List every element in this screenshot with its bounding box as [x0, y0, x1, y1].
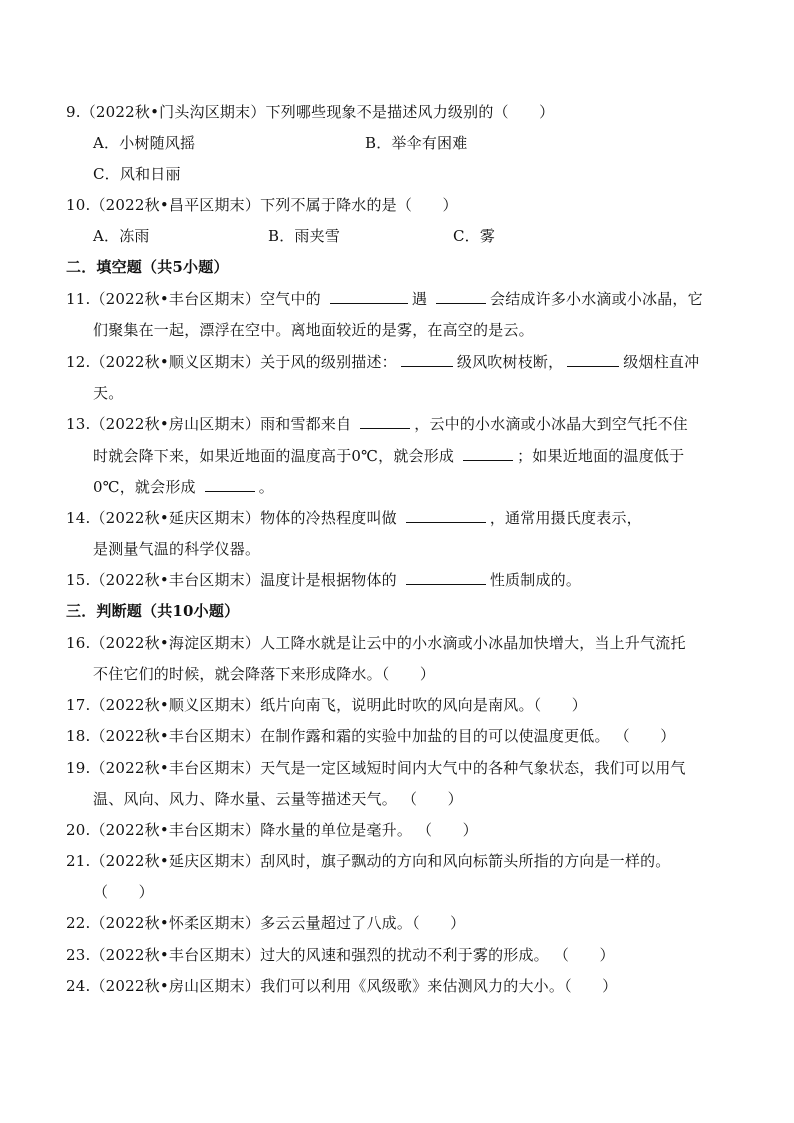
q11-line2: 们聚集在一起，漂浮在空中。离地面较近的是雾，在高空的是云。 [93, 321, 534, 339]
question-12 [66, 352, 699, 372]
answer-blank[interactable] [360, 414, 410, 429]
question-17: 17.（2022秋•顺义区期末）纸片向南飞，说明此时吹的风向是南风。（ ） [66, 696, 587, 714]
question-10: 10.（2022秋•昌平区期末）下列不属于降水的是（ ） [66, 196, 458, 214]
question-15 [66, 570, 581, 590]
q16-line2: 不住它们的时候，就会降落下来形成降水。（ ） [93, 665, 436, 683]
answer-blank[interactable] [401, 352, 453, 367]
q12-part3: 级烟柱直冲 [623, 353, 700, 371]
q12-part2: 级风吹树枝断， [456, 353, 564, 371]
question-21: 21.（2022秋•延庆区期末）刮风时，旗子飘动的方向和风向标箭头所指的方向是一样的。 [66, 852, 671, 870]
q11-part3: 会结成许多小水滴或小冰晶，它 [490, 290, 703, 308]
q12-part1: 12.（2022秋•顺义区期末）关于风的级别描述： [66, 353, 397, 371]
q10-option-c: C．雾 [453, 227, 496, 245]
q15-part2: 性质制成的。 [489, 571, 582, 589]
q13-line3 [93, 477, 274, 497]
q15-part1: 15.（2022秋•丰台区期末）温度计是根据物体的 [66, 571, 402, 589]
q21-line2: （ ） [93, 883, 154, 901]
q14-line2: 是测量气温的科学仪器。 [93, 540, 261, 558]
question-24: 24.（2022秋•房山区期末）我们可以利用《风级歌》来估测风力的大小。（ ） [66, 977, 618, 995]
answer-blank[interactable] [205, 477, 255, 492]
q13-line2-text: 时就会降下来，如果近地面的温度高于0℃，就会形成 [93, 447, 460, 465]
q13-line3-text: 0℃，就会形成 [93, 478, 201, 496]
q13-line3-tail: 。 [258, 478, 274, 496]
q9-option-b: B．举伞有困难 [365, 134, 468, 152]
answer-blank[interactable] [436, 289, 486, 304]
q14-part2: ，通常用摄氏度表示， [489, 509, 642, 527]
q13-line2 [93, 446, 684, 466]
q9-option-c: C．风和日丽 [93, 165, 181, 183]
question-16: 16.（2022秋•海淀区期末）人工降水就是让云中的小水滴或小冰晶加快增大，当上升气流托 [66, 634, 686, 652]
q19-line2: 温、风向、风力、降水量、云量等描述天气。 （ ） [93, 790, 463, 808]
section-fill-in: 二．填空题（共5小题） [66, 258, 229, 276]
question-13 [66, 414, 688, 434]
answer-blank[interactable] [463, 446, 513, 461]
question-23: 23.（2022秋•丰台区期末）过大的风速和强烈的扰动不利于雾的形成。 （ ） [66, 946, 615, 964]
q13-line2-tail: ；如果近地面的温度低于 [517, 447, 685, 465]
answer-blank[interactable] [406, 570, 486, 585]
question-22: 22.（2022秋•怀柔区期末）多云云量超过了八成。（ ） [66, 914, 466, 932]
answer-blank[interactable] [406, 508, 486, 523]
q10-option-a: A．冻雨 [93, 227, 150, 245]
q13-part1: 13.（2022秋•房山区期末）雨和雪都来自 [66, 415, 357, 433]
q10-option-b: B．雨夹雪 [268, 227, 341, 245]
question-14 [66, 508, 642, 528]
question-18: 18.（2022秋•丰台区期末）在制作露和霜的实验中加盐的目的可以使温度更低。 （ ） [66, 727, 676, 745]
q11-part2: 遇 [411, 290, 433, 308]
q11-part1: 11.（2022秋•丰台区期末）空气中的 [66, 290, 326, 308]
answer-blank[interactable] [330, 289, 408, 304]
section-true-false: 三．判断题（共10小题） [66, 602, 240, 620]
q13-part2: ，云中的小水滴或小冰晶大到空气托不住 [414, 415, 688, 433]
q9-option-a: A．小树随风摇 [93, 134, 196, 152]
question-9: 9.（2022秋•门头沟区期末）下列哪些现象不是描述风力级别的（ ） [66, 103, 555, 121]
question-20: 20.（2022秋•丰台区期末）降水量的单位是毫升。 （ ） [66, 821, 478, 839]
answer-blank[interactable] [567, 352, 619, 367]
q14-part1: 14.（2022秋•延庆区期末）物体的冷热程度叫做 [66, 509, 402, 527]
question-19: 19.（2022秋•丰台区期末）天气是一定区域短时间内大气中的各种气象状态，我们可以用气 [66, 759, 686, 777]
q12-line2: 天。 [93, 384, 124, 402]
question-11 [66, 289, 703, 309]
